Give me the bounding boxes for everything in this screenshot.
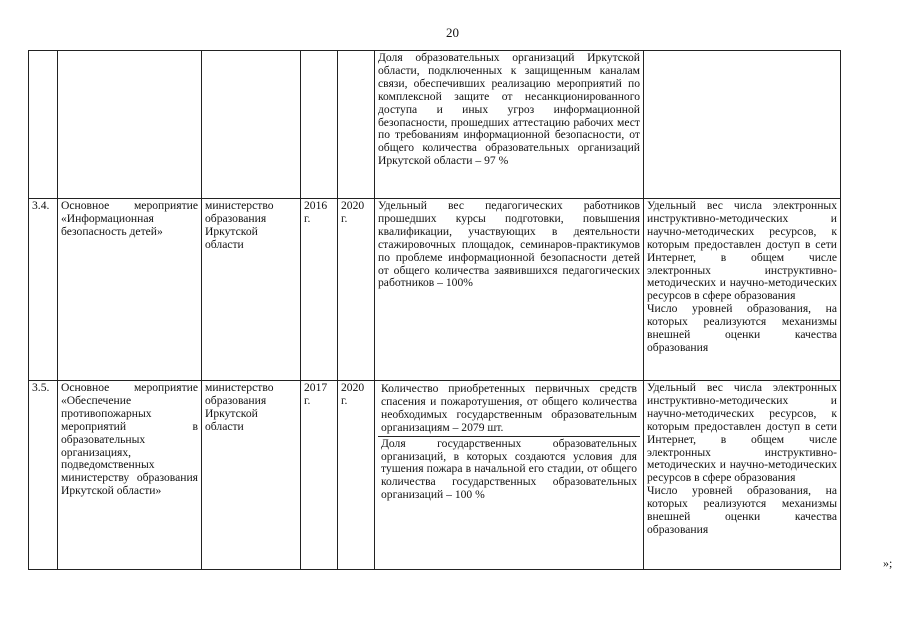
cell-name: Основное мероприятие «Обеспечение противопожарных мероприятий в образовательных организациях, подведомственных министерству образования Иркутской области» [58, 381, 202, 570]
program-table [28, 50, 841, 570]
cell-year-start: 2016 г. [301, 199, 338, 381]
cell-num [29, 51, 58, 199]
cell-year-end: 2020 г. [338, 199, 375, 381]
cell-indicator: Доля образовательных организаций Иркутской области, подключенных к защищенным каналам связи, обеспечивших реализацию мероприятий по комплексной защите от несанкционированного доступа и иных угроз информационной безопасности, прошедших аттестацию рабочих мест по требованиям информационной безопасности, от общего количества образовательных организаций Иркутской области – 97 % [375, 51, 644, 199]
cell-results: Удельный вес числа электронных инструктивно-методических и научно-методических ресурсов, к которым предоставлен доступ в сети Интернет, в общем числе электронных инструктивно-методических и научно-методических ресурсов в сфере образования Число уровней образования, на которых реализуются механизмы внешней оценки качества образования [644, 199, 841, 381]
table-row [29, 199, 841, 381]
cell-results [644, 51, 841, 199]
cell-name [58, 51, 202, 199]
indicator-item: Количество приобретенных первичных средств спасения и пожаротушения, от общего количества необходимых государственным образовательным организациям – 2079 шт. [378, 382, 640, 437]
closing-mark: »; [883, 556, 893, 570]
cell-num: 3.5. [29, 381, 58, 570]
cell-results: Удельный вес числа электронных инструктивно-методических и научно-методических ресурсов, к которым предоставлен доступ в сети Интернет, в общем числе электронных инструктивно-методических и научно-методических ресурсов в сфере образования Число уровней образования, на которых реализуются механизмы внешней оценки качества образования [644, 381, 841, 570]
cell-executor [202, 51, 301, 199]
cell-year-start [301, 51, 338, 199]
table-row [29, 381, 841, 570]
cell-indicator: Удельный вес педагогических работников прошедших курсы подготовки, повышения квалификации, участвующих в деятельности стажировочных площадок, семинаров-практикумов по проблеме информационной безопасности детей от общего количества заявившихся педагогических работников – 100% [375, 199, 644, 381]
cell-executor: министерство образования Иркутской области [202, 199, 301, 381]
page-number: 20 [446, 25, 459, 40]
cell-indicators [375, 381, 644, 570]
indicator-item: Доля государственных образовательных организаций, в которых создаются условия для тушения пожара в начальной его стадии, от общего количества государственных образовательных организаций – 100 % [381, 436, 637, 502]
cell-year-start: 2017 г. [301, 381, 338, 570]
cell-name: Основное мероприятие «Информационная безопасность детей» [58, 199, 202, 381]
cell-executor: министерство образования Иркутской области [202, 381, 301, 570]
cell-year-end [338, 51, 375, 199]
table-row-continuation [29, 51, 841, 199]
cell-year-end: 2020 г. [338, 381, 375, 570]
cell-num: 3.4. [29, 199, 58, 381]
